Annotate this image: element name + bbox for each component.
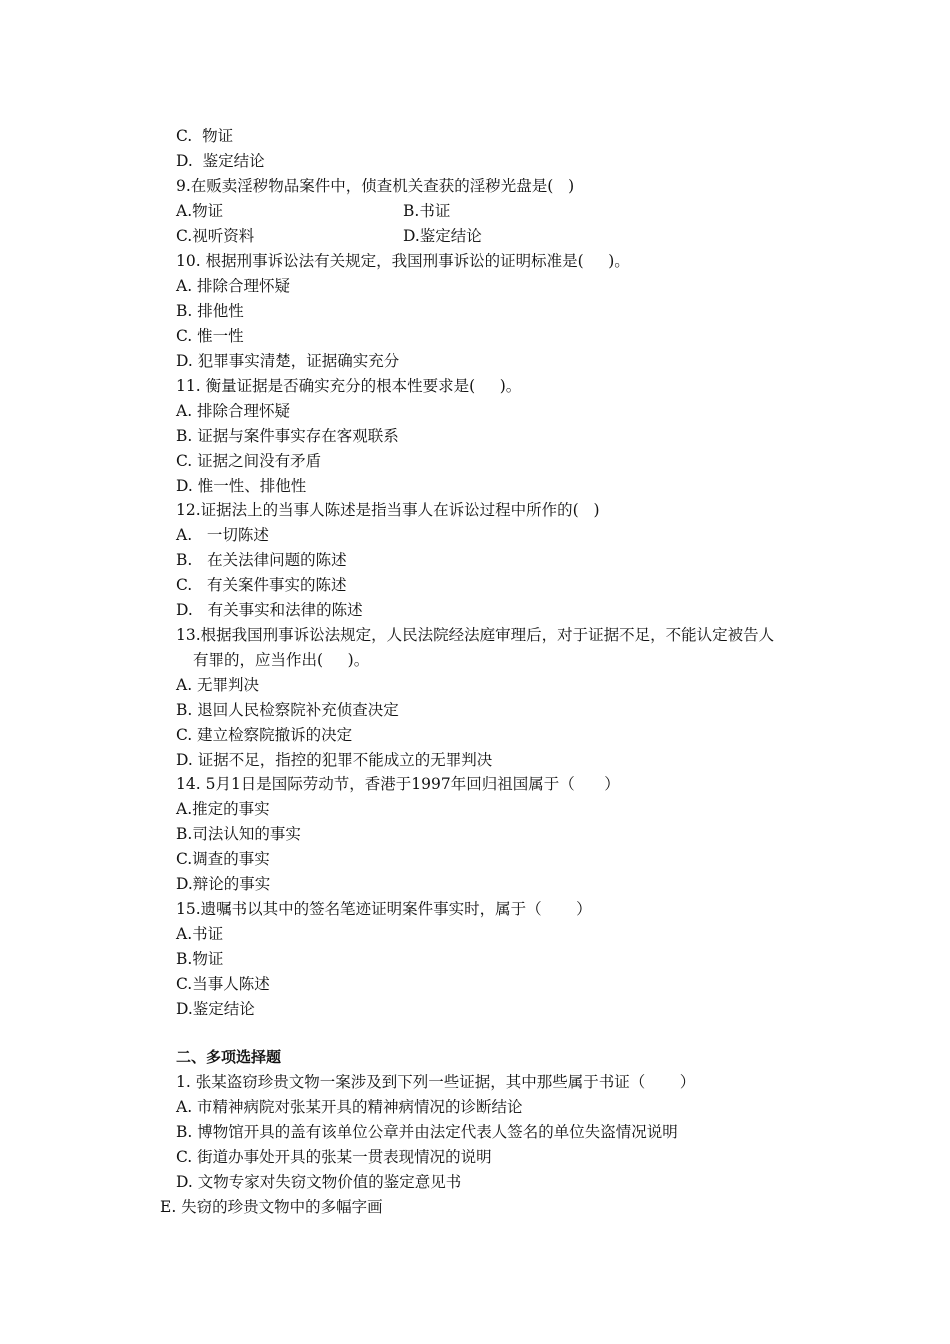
option-line: E. 失窃的珍贵文物中的多幅字画 — [160, 1198, 383, 1216]
option-line: B. 证据与案件事实存在客观联系 — [176, 427, 399, 445]
option-line: C.调查的事实 — [176, 850, 270, 868]
option-line: D.鉴定结论 — [176, 1000, 255, 1018]
option-line: D. 惟一性、排他性 — [176, 477, 307, 495]
question-9: 9.在贩卖淫秽物品案件中，侦查机关查获的淫秽光盘是( ) — [176, 177, 575, 195]
option-line: B. 在关法律问题的陈述 — [176, 551, 347, 569]
option-line: D. 证据不足，指控的犯罪不能成立的无罪判决 — [176, 751, 493, 769]
option-line: D. 犯罪事实清楚，证据确实充分 — [176, 352, 400, 370]
option-line: A.书证 — [176, 925, 224, 943]
option-line: B.物证 — [176, 950, 224, 968]
option-line: A. 一切陈述 — [176, 526, 269, 544]
option-line: C. 证据之间没有矛盾 — [176, 452, 322, 470]
option-line: D. 鉴定结论 — [176, 152, 265, 170]
option-line: C. 物证 — [176, 127, 234, 145]
option-line: C. 有关案件事实的陈述 — [176, 576, 347, 594]
question-13: 13.根据我国刑事诉讼法规定，人民法院经法庭审理后，对于证据不足，不能认定被告人 — [176, 626, 775, 644]
option-line: C.当事人陈述 — [176, 975, 270, 993]
option-line: D.辩论的事实 — [176, 875, 271, 893]
option-line: C. 建立检察院撤诉的决定 — [176, 726, 353, 744]
option-line: A. 排除合理怀疑 — [176, 277, 291, 295]
question-15: 15.遗嘱书以其中的签名笔迹证明案件事实时，属于（ ） — [176, 900, 592, 918]
question-10: 10. 根据刑事诉讼法有关规定，我国刑事诉讼的证明标准是( )。 — [176, 252, 630, 270]
option-line: A. 无罪判决 — [176, 676, 260, 694]
option-line: A. 市精神病院对张某开具的精神病情况的诊断结论 — [176, 1098, 523, 1116]
question-13-continued: 有罪的，应当作出( )。 — [193, 651, 370, 669]
option-line: B.书证 — [403, 202, 451, 220]
section-heading: 二、多项选择题 — [176, 1048, 282, 1066]
option-line: A.物证 — [176, 202, 224, 220]
multi-question-1: 1. 张某盗窃珍贵文物一案涉及到下列一些证据，其中那些属于书证（ ） — [176, 1073, 696, 1091]
question-12: 12.证据法上的当事人陈述是指当事人在诉讼过程中所作的( ) — [176, 501, 600, 519]
option-line: D. 文物专家对失窃文物价值的鉴定意见书 — [176, 1173, 462, 1191]
option-line: B. 博物馆开具的盖有该单位公章并由法定代表人签名的单位失盗情况说明 — [176, 1123, 678, 1141]
option-line: A.推定的事实 — [176, 800, 270, 818]
option-line: C. 惟一性 — [176, 327, 244, 345]
option-line: B.司法认知的事实 — [176, 825, 301, 843]
option-line: D.鉴定结论 — [403, 227, 482, 245]
option-line: B. 排他性 — [176, 302, 244, 320]
question-11: 11. 衡量证据是否确实充分的根本性要求是( )。 — [176, 377, 522, 395]
option-line: A. 排除合理怀疑 — [176, 402, 291, 420]
option-line: D. 有关事实和法律的陈述 — [176, 601, 363, 619]
option-line: C. 街道办事处开具的张某一贯表现情况的说明 — [176, 1148, 492, 1166]
question-14: 14. 5月1日是国际劳动节，香港于1997年回归祖国属于（ ） — [176, 775, 620, 793]
option-line: B. 退回人民检察院补充侦查决定 — [176, 701, 399, 719]
option-line: C.视听资料 — [176, 227, 255, 245]
